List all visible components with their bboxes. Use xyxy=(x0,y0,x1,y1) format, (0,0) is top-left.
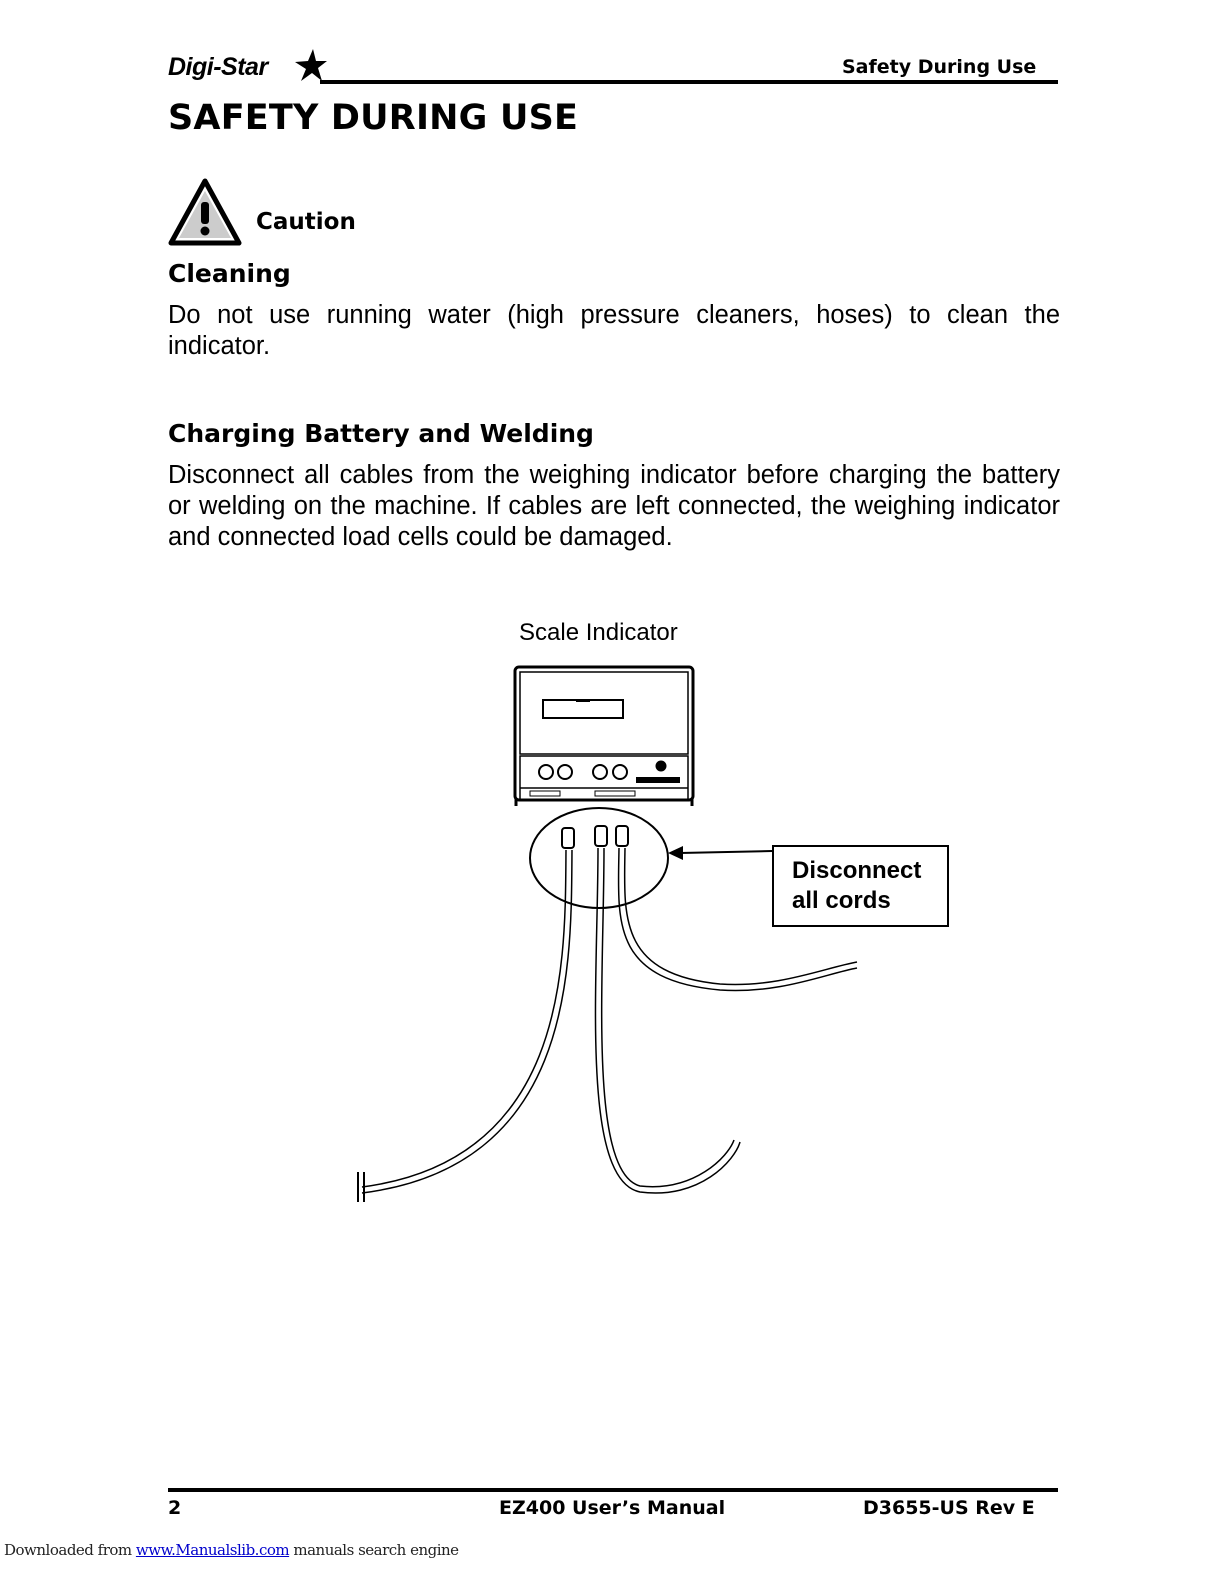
figure-caption: Scale Indicator xyxy=(519,619,678,646)
digi-star-logo: Digi-Star xyxy=(168,53,268,81)
callout-arrow xyxy=(668,846,772,860)
logo-star-icon xyxy=(291,48,327,84)
download-note-suffix: manuals search engine xyxy=(289,1541,459,1559)
footer-rule xyxy=(168,1488,1058,1492)
caution-label: Caution xyxy=(256,209,356,235)
cleaning-heading: Cleaning xyxy=(168,259,291,288)
download-note xyxy=(4,1541,459,1559)
charging-welding-paragraph: Disconnect all cables from the weighing indicator before charging the battery or welding on the machine. If cables are left connected, the weighing indicator and connected load cells could be damaged. xyxy=(168,461,1060,551)
warning-triangle-icon xyxy=(168,178,242,246)
manual-title: EZ400 User’s Manual xyxy=(499,1497,726,1519)
cable-terminal xyxy=(358,1172,364,1202)
document-id: D3655-US Rev E xyxy=(863,1497,1035,1519)
connector-highlight-ellipse xyxy=(530,808,668,908)
cleaning-paragraph: Do not use running water (high pressure cleaners, hoses) to clean the indicator. xyxy=(168,301,1060,360)
page-number: 2 xyxy=(168,1497,182,1519)
callout-line-2: all cords xyxy=(792,887,891,914)
header-section-title: Safety During Use xyxy=(842,56,1037,78)
manualslib-link[interactable]: www.Manualslib.com xyxy=(135,1541,290,1559)
scale-indicator-device xyxy=(515,667,693,806)
charging-welding-heading: Charging Battery and Welding xyxy=(168,419,594,448)
disconnect-callout-box xyxy=(772,845,949,927)
scale-indicator-diagram xyxy=(340,660,880,1220)
download-note-prefix: Downloaded from xyxy=(4,1541,136,1559)
page-title: SAFETY DURING USE xyxy=(168,98,579,138)
callout-line-1: Disconnect xyxy=(792,857,922,884)
header-rule xyxy=(320,80,1058,84)
cable-plugs xyxy=(562,826,628,848)
